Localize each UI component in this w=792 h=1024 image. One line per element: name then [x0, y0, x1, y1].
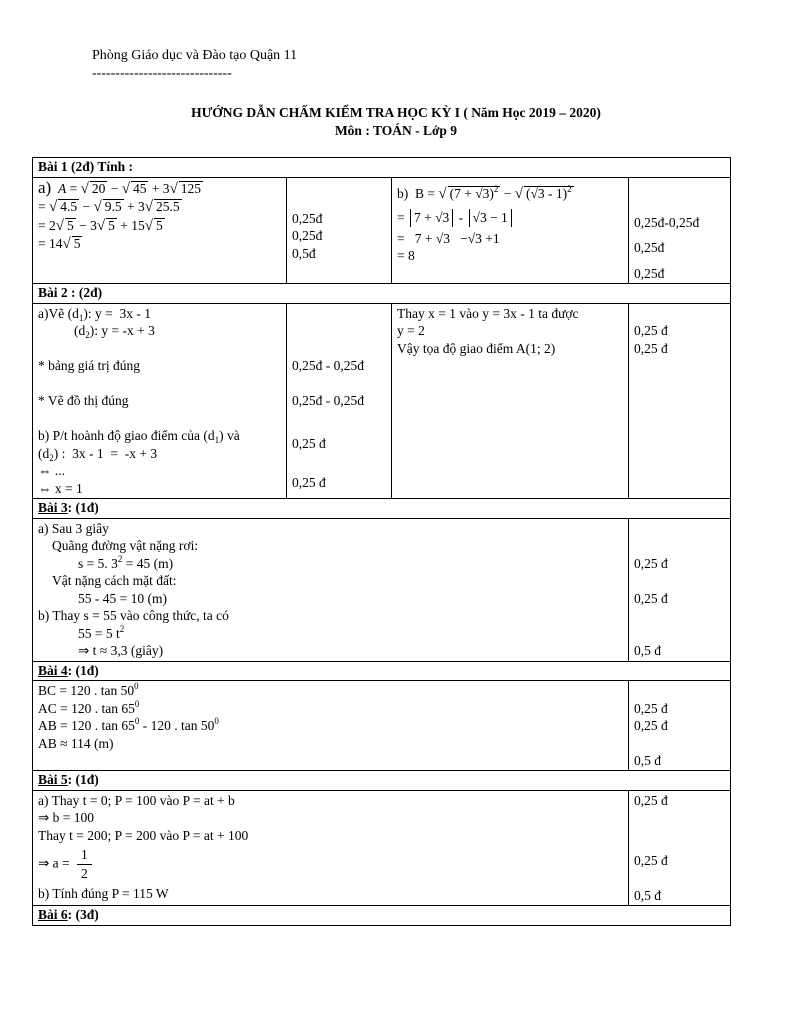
- document-title: [0, 104, 792, 140]
- score: 0,5 đ: [634, 887, 661, 903]
- score: 0,25đ: [634, 240, 665, 255]
- bai5-line: Thay t = 200; P = 200 vào P = at + 100: [38, 827, 249, 843]
- bai4-cell: [33, 681, 629, 771]
- bai4-heading: Bài 4: (1đ): [33, 661, 731, 681]
- score: 0,25đ: [292, 228, 323, 243]
- bai3-heading: Bài 3: (1đ): [33, 499, 731, 519]
- bai2-heading-row: [33, 284, 731, 304]
- bai5-line: ⇒ b = 100: [38, 810, 95, 825]
- bai1-a-step-3: = 14√ 5: [38, 236, 81, 252]
- bai2-left-cell: [33, 303, 287, 499]
- bai3-scores: [629, 518, 731, 661]
- score: 0,25 đ: [292, 436, 326, 451]
- bai1-b-step-1: = 7 + √3 - √3 − 1: [397, 209, 624, 227]
- bai4-line: AB = 120 . $\tan 65^0 - 120$ . $\tan 50^0$: [38, 716, 219, 733]
- score: 0,25đ - 0,25đ: [292, 358, 364, 373]
- document-header: [92, 48, 297, 82]
- score: 0,25đ: [634, 265, 665, 281]
- bai5-content-row: [33, 790, 731, 906]
- score: 0,5 đ: [634, 752, 661, 768]
- bai1-heading: Bài 1 (2đ) Tính :: [33, 158, 731, 178]
- bai3-line: b) Thay s = 55 vào công thức, ta có: [38, 608, 229, 623]
- score: 0,25 đ: [634, 340, 668, 356]
- bai2-line: * bảng giá trị đúng: [38, 358, 140, 373]
- score: 0,25 đ: [634, 853, 668, 868]
- bai5-scores: [629, 790, 731, 906]
- bai2-line: b) P/t hoành độ giao điểm của $(d_1)$ và: [38, 428, 240, 445]
- bai1-b-cell: [392, 177, 629, 284]
- score: 0,25 đ: [634, 700, 668, 716]
- bai4-content-row: [33, 681, 731, 771]
- bai5-fraction-line: ⇒ a = $\frac{1}{2}$: [38, 846, 624, 883]
- bai1-a-cell: [33, 177, 287, 284]
- score: 0,25 đ: [634, 323, 668, 338]
- bai2-right-scores: [629, 303, 731, 499]
- bai6-heading-row: [33, 906, 731, 926]
- organization-name: Phòng Giáo dục và Đào tạo Quận 11: [92, 48, 298, 63]
- bai3-heading-row: [33, 499, 731, 519]
- bai4-scores: [629, 681, 731, 771]
- bai2-right-cell: [392, 303, 629, 499]
- score: 0,25 đ: [634, 555, 668, 571]
- score: 0,5 đ: [634, 643, 661, 658]
- bai1-content-row: [33, 177, 731, 284]
- bai5-line: b) Tính đúng P = 115 W: [38, 886, 169, 901]
- bai3-line: Quãng đường vật nặng rơi:: [52, 538, 199, 553]
- bai1-a-step-1: = √ 4.5 − √ 9.5 + 3√ 25.5: [38, 199, 180, 215]
- bai2-line: $(d_2)$: y = -x + 3: [74, 323, 155, 340]
- bai3-line: 55 = 5 $t^2$: [78, 623, 125, 641]
- bai3-line: 55 - 45 = 10 (m): [78, 590, 167, 606]
- bai5-heading-row: [33, 771, 731, 791]
- bai3-line: ⇒ t ≈ 3,3 (giây): [78, 643, 164, 658]
- bai2-content-row: [33, 303, 731, 499]
- score: 0,25 đ: [292, 475, 326, 490]
- score: 0,25 đ: [634, 590, 668, 606]
- bai3-line: a) Sau 3 giây: [38, 520, 109, 536]
- bai5-heading: Bài 5: (1đ): [33, 771, 731, 791]
- score: 0,25đ: [292, 210, 323, 226]
- bai3-cell: [33, 518, 629, 661]
- bai2-heading: Bài 2 : (2đ): [33, 284, 731, 304]
- bai1-a-expression: a) A = √ 20 − √ 45 + 3√ 125: [38, 177, 202, 197]
- bai1-b-step-3: = 8: [397, 248, 415, 263]
- bai2-line: y = 2: [397, 323, 425, 338]
- bai1-b-expression: b) B = √ $(7 + √3)^2$ − √ (√3 - 1)$^2$: [397, 183, 572, 202]
- bai2-line: Thay x = 1 vào y = 3x - 1 ta được: [397, 305, 579, 321]
- bai3-line: Vật nặng cách mặt đất:: [52, 573, 177, 588]
- bai6-heading: Bài 6: (3đ): [33, 906, 731, 926]
- bai4-line: AC = 120 . $\tan 65^0$: [38, 698, 140, 716]
- fraction: $\frac{1}{2}$: [77, 846, 92, 883]
- score: 0,25 đ: [634, 718, 668, 733]
- title-line-1: HƯỚNG DẪN CHẤM KIỂM TRA HỌC KỲ I ( Năm Học 2019 – 2020): [191, 105, 601, 120]
- bai1-a-step-2: = 2√ 5 − 3√ 5 + 15√ 5: [38, 217, 163, 234]
- bai2-line: a)Vẽ $(d_1)$: y = 3x - 1: [38, 305, 151, 323]
- bai2-line: Vậy tọa độ giao điểm A(1; 2): [397, 340, 556, 356]
- bai3-content-row: [33, 518, 731, 661]
- bai4-heading-row: [33, 661, 731, 681]
- score: 0,25 đ: [634, 792, 668, 808]
- title-line-2: Môn : TOÁN - Lớp 9: [334, 123, 458, 138]
- header-divider: ------------------------------: [92, 66, 232, 81]
- bai1-b-scores: [629, 177, 731, 284]
- bai2-line: ⇔ ...: [38, 463, 65, 478]
- bai1-heading-row: [33, 158, 731, 178]
- bai5-line: a) Thay t = 0; P = 100 vào P = at + b: [38, 792, 235, 808]
- bai5-cell: [33, 790, 629, 906]
- bai1-b-step-2: = 7 + √3 −√3 +1: [397, 230, 500, 246]
- grading-table: [32, 157, 731, 926]
- bai3-line: s = 5. $3^2 = 45$ (m): [78, 553, 174, 571]
- bai4-line: BC = 120 . $\tan 50^0$: [38, 681, 139, 698]
- bai2-line: * Vẽ đồ thị đúng: [38, 393, 129, 408]
- bai2-line: ⇔ x = 1: [38, 480, 83, 496]
- score: 0,25đ - 0,25đ: [292, 393, 364, 408]
- bai2-line: $(d_2)$ : 3x - 1 = -x + 3: [38, 445, 158, 463]
- score: 0,5đ: [292, 245, 316, 261]
- bai4-line: AB ≈ 114 (m): [38, 735, 114, 751]
- score: 0,25đ-0,25đ: [634, 214, 700, 230]
- bai1-a-scores: [287, 177, 392, 284]
- bai2-left-scores: [287, 303, 392, 499]
